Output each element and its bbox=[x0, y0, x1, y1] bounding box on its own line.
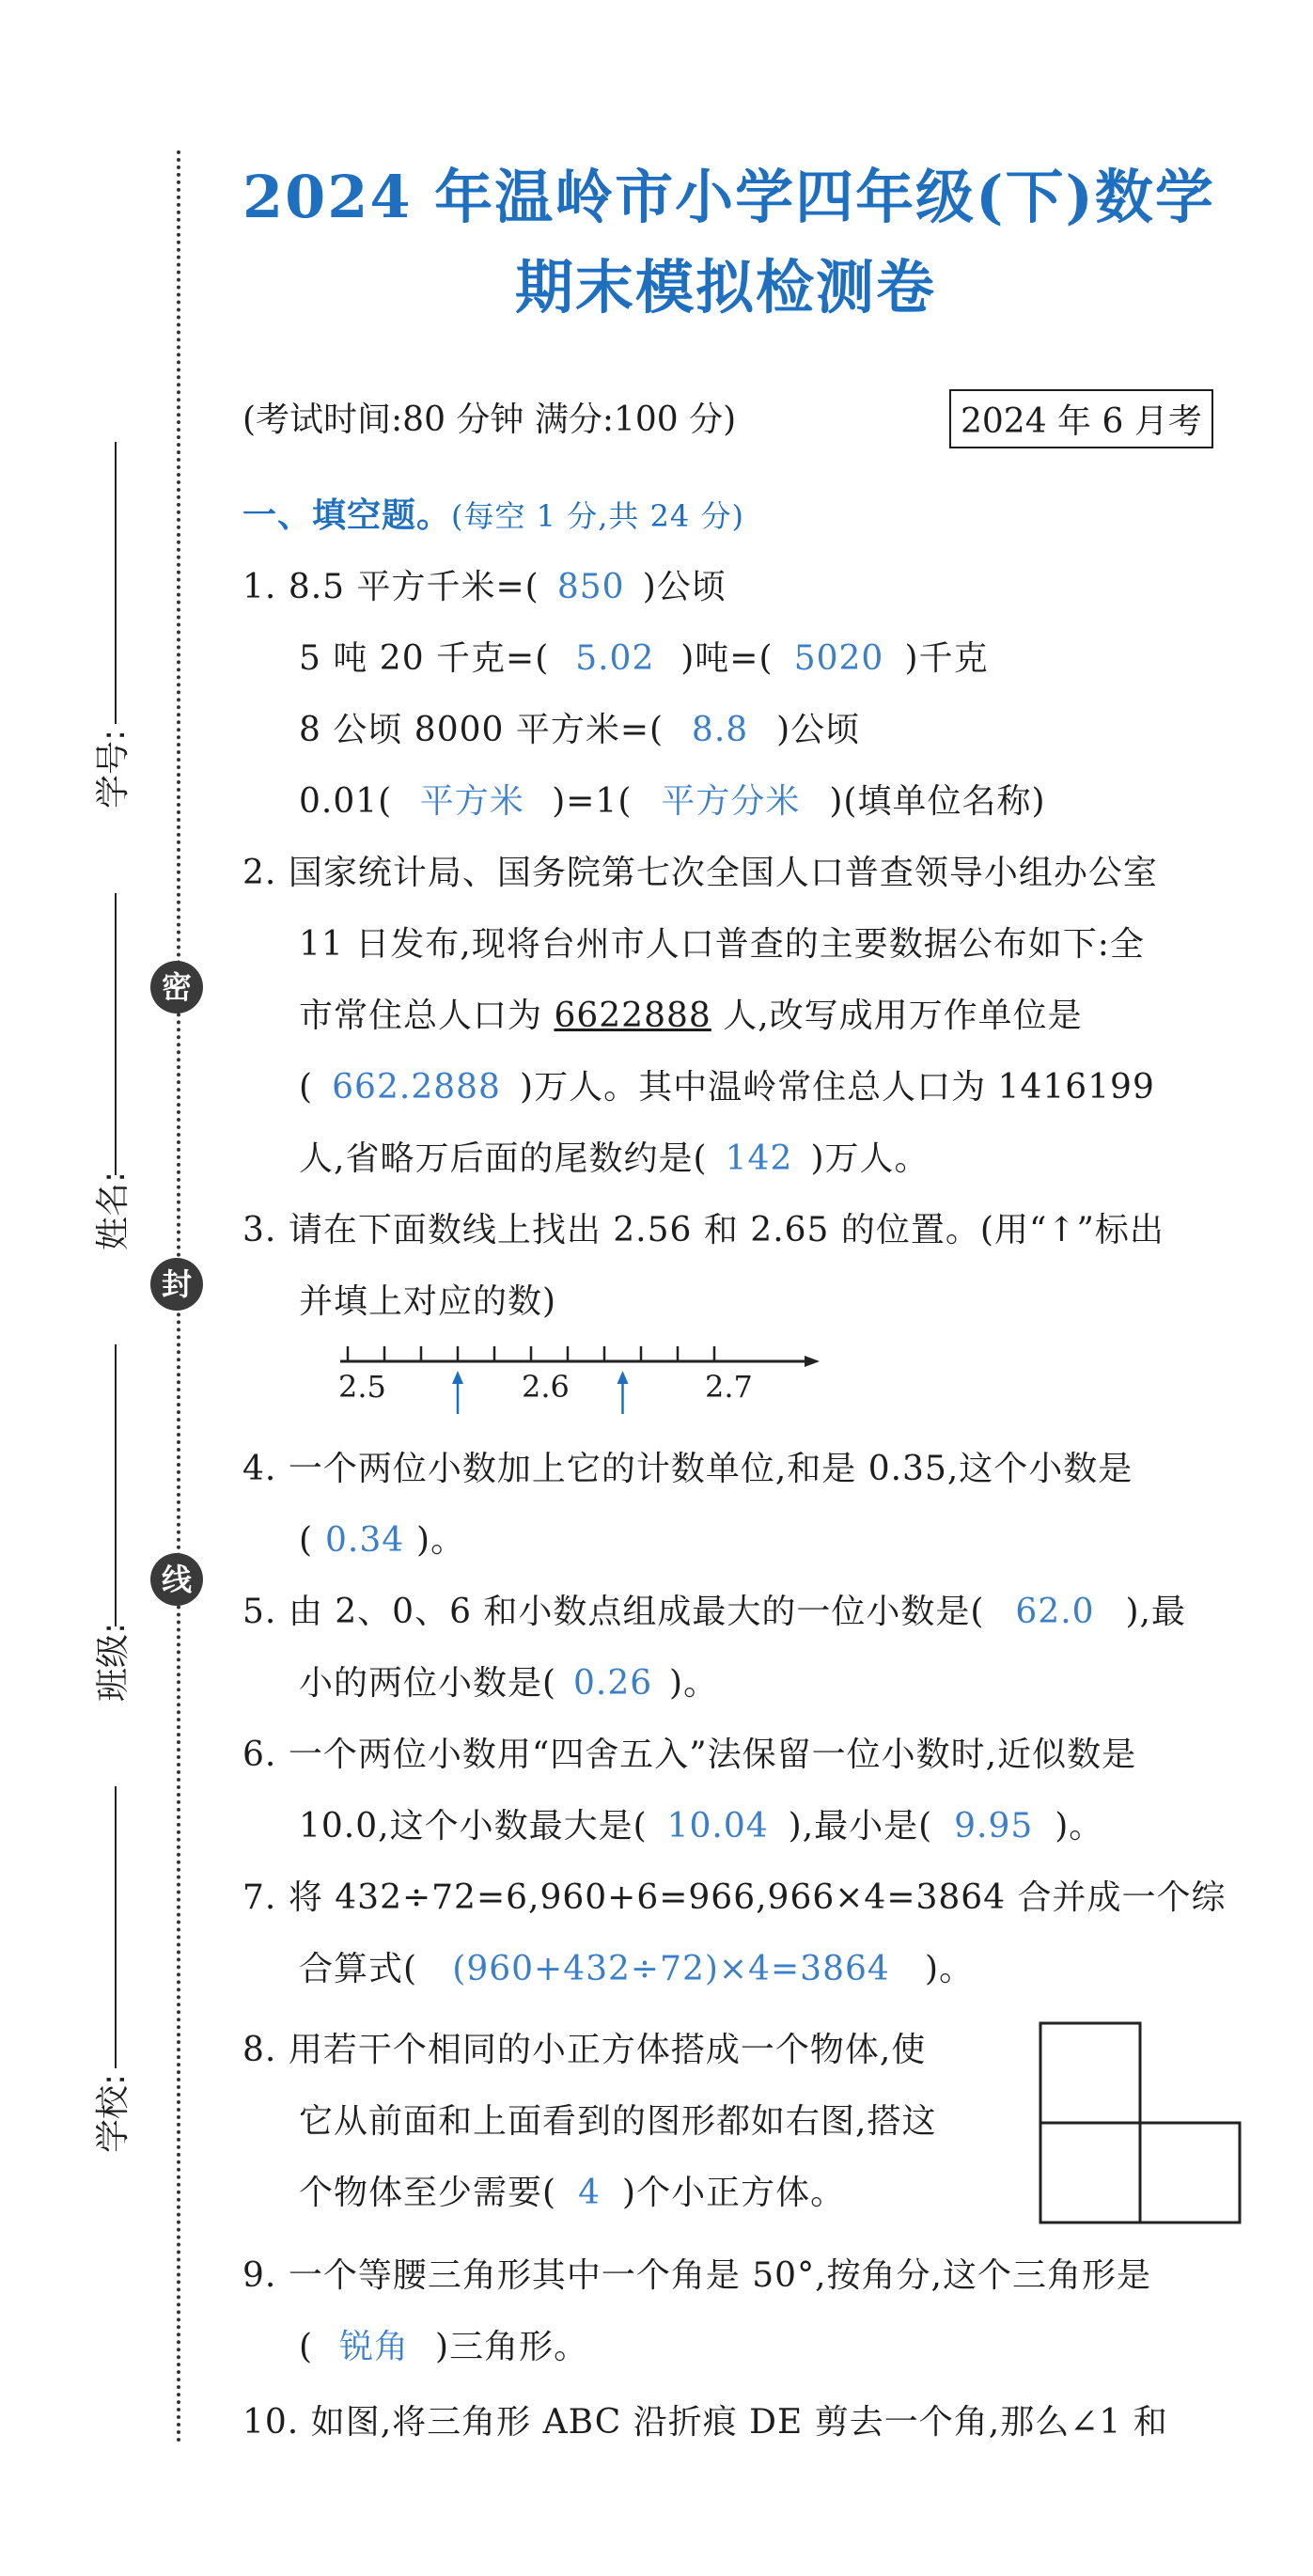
section-1-title: 一、填空题。 bbox=[242, 496, 452, 535]
q1-answer-2: 5.02 bbox=[575, 639, 655, 678]
q6-answer-1: 10.04 bbox=[666, 1807, 769, 1846]
q1-text: 8 公顷 8000 平方米=( bbox=[299, 711, 664, 749]
q6-text: 一个两位小数用“四舍五入”法保留一位小数时,近似数是 bbox=[288, 1736, 1137, 1774]
q8-text: )个小正方体。 bbox=[622, 2174, 846, 2212]
number-line-label: 2.7 bbox=[705, 1369, 753, 1405]
q1-text: 5 吨 20 千克=( bbox=[299, 639, 550, 678]
title-line-2: 期末模拟检测卷 bbox=[515, 253, 937, 322]
q2-text: )万人。其中温岭常住总人口为 1416199 bbox=[520, 1068, 1155, 1107]
q2-answer-1: 662.2888 bbox=[332, 1068, 501, 1107]
q7-text: 将 432÷72=6,960+6=966,966×4=3864 合并成一个综 bbox=[288, 1878, 1227, 1917]
q3-num: 3. bbox=[242, 1211, 277, 1249]
q1-text: )公顷 bbox=[776, 711, 861, 749]
q6-answer-2: 9.95 bbox=[954, 1807, 1034, 1846]
q8-line-3 bbox=[299, 2166, 845, 2214]
q1-text: )公顷 bbox=[642, 568, 727, 606]
q10-line-1 bbox=[242, 2395, 1168, 2443]
q9-line-2 bbox=[299, 2320, 588, 2368]
q2-answer-2: 142 bbox=[725, 1139, 793, 1178]
q1-answer-4: 8.8 bbox=[691, 711, 749, 749]
q8-answer: 4 bbox=[578, 2174, 601, 2212]
number-line-answer-arrowhead bbox=[452, 1371, 463, 1384]
q4-text: )。 bbox=[416, 1521, 466, 1560]
q1-answer-1: 850 bbox=[556, 568, 625, 606]
xuexiao-label: 学校: bbox=[94, 2073, 133, 2153]
xingming-line bbox=[115, 893, 117, 1175]
q4-answer: 0.34 bbox=[324, 1521, 405, 1560]
q5-answer-1: 62.0 bbox=[1015, 1593, 1095, 1631]
number-line-label: 2.6 bbox=[522, 1369, 570, 1405]
q1-line-2 bbox=[299, 632, 989, 680]
q1-num: 1. bbox=[242, 568, 277, 606]
q1-text: )=1( bbox=[552, 782, 633, 821]
seal-xian: 线 bbox=[150, 1553, 203, 1606]
q10-num: 10. bbox=[242, 2403, 300, 2442]
seal-feng: 封 bbox=[150, 1258, 203, 1311]
banji-line bbox=[115, 1344, 117, 1626]
q2-text: 人,省略万后面的尾数约是( bbox=[299, 1139, 708, 1178]
q9-answer: 锐角 bbox=[339, 2328, 410, 2366]
q9-text: 一个等腰三角形其中一个角是 50°,按角分,这个三角形是 bbox=[288, 2256, 1151, 2295]
banji-label: 班级: bbox=[94, 1622, 133, 1702]
q5-text: 由 2、0、6 和小数点组成最大的一位小数是( bbox=[288, 1593, 985, 1631]
exam-info: (考试时间:80 分钟 满分:100 分) bbox=[242, 401, 737, 439]
q2-line-2: 11 日发布,现将台州市人口普查的主要数据公布如下:全 bbox=[299, 925, 1145, 964]
q2-text: 国家统计局、国务院第七次全国人口普查领导小组办公室 bbox=[288, 854, 1158, 892]
q4-num: 4. bbox=[242, 1450, 277, 1488]
q7-answer: (960+432÷72)×4=3864 bbox=[452, 1950, 890, 1988]
q2-line-4 bbox=[299, 1060, 1155, 1108]
q8-square-bottom-right bbox=[1140, 2123, 1240, 2223]
q8-num: 8. bbox=[242, 2031, 277, 2069]
xingming-label: 姓名: bbox=[94, 1170, 133, 1250]
q8-line-2: 它从前面和上面看到的图形都如右图,搭这 bbox=[299, 2102, 937, 2141]
q8-text: 个物体至少需要( bbox=[299, 2174, 557, 2212]
q2-text: ( bbox=[299, 1068, 314, 1107]
q5-line-2 bbox=[299, 1657, 718, 1704]
q3-line-1 bbox=[242, 1203, 1165, 1251]
q1-line-3 bbox=[299, 703, 860, 751]
q6-num: 6. bbox=[242, 1736, 277, 1774]
q9-line-1 bbox=[242, 2249, 1151, 2297]
q4-text: ( bbox=[299, 1521, 314, 1560]
q2-text: 市常住总人口为 bbox=[299, 997, 555, 1035]
q1-text: )(填单位名称) bbox=[829, 782, 1046, 821]
q2-num: 2. bbox=[242, 854, 277, 892]
q2-text: 人,改写成用万作单位是 bbox=[711, 997, 1083, 1035]
q1-text: 8.5 平方千米=( bbox=[288, 568, 539, 606]
date-box: 2024 年 6 月考 bbox=[949, 389, 1213, 448]
q7-text: )。 bbox=[925, 1950, 975, 1988]
number-line bbox=[320, 1335, 1222, 1438]
q6-text: 10.0,这个小数最大是( bbox=[299, 1807, 648, 1846]
q1-text: )千克 bbox=[904, 639, 989, 678]
q7-line-2 bbox=[299, 1942, 974, 1990]
number-line-arrowhead bbox=[805, 1356, 820, 1367]
q4-line-1 bbox=[242, 1442, 1133, 1490]
q7-num: 7. bbox=[242, 1878, 277, 1917]
q5-line-1 bbox=[242, 1585, 1186, 1633]
q1-answer-3: 5020 bbox=[793, 639, 884, 678]
section-1-heading bbox=[242, 489, 744, 537]
q1-answer-6: 平方分米 bbox=[661, 782, 801, 821]
q8-square-top bbox=[1040, 2023, 1140, 2123]
q1-text: 0.01( bbox=[299, 782, 393, 821]
number-line-label: 2.5 bbox=[338, 1369, 386, 1405]
q2-text: )万人。 bbox=[810, 1139, 930, 1178]
q6-text: )。 bbox=[1055, 1807, 1104, 1846]
q6-line-1 bbox=[242, 1728, 1136, 1776]
q8-line-1 bbox=[242, 2023, 926, 2071]
q1-answer-5: 平方米 bbox=[419, 782, 524, 821]
q1-text: )吨=( bbox=[680, 639, 774, 678]
q9-text: )三角形。 bbox=[435, 2328, 589, 2366]
q2-line-5 bbox=[299, 1132, 930, 1180]
xuehao-label: 学号: bbox=[94, 729, 133, 809]
q8-cube-view-figure bbox=[1039, 2021, 1245, 2228]
xuexiao-line bbox=[115, 1786, 117, 2068]
q10-text: 如图,将三角形 ABC 沿折痕 DE 剪去一个角,那么∠1 和 bbox=[310, 2403, 1168, 2442]
q3-line-2: 并填上对应的数) bbox=[299, 1282, 557, 1321]
q9-text: ( bbox=[299, 2328, 314, 2366]
q4-line-2 bbox=[299, 1514, 465, 1562]
section-1-note: (每空 1 分,共 24 分) bbox=[451, 498, 744, 534]
q6-line-2 bbox=[299, 1799, 1103, 1847]
q9-num: 9. bbox=[242, 2256, 277, 2295]
q4-text: 一个两位小数加上它的计数单位,和是 0.35,这个小数是 bbox=[288, 1450, 1133, 1488]
q5-text: ),最 bbox=[1125, 1593, 1186, 1631]
number-line-answer-arrowhead bbox=[617, 1371, 629, 1384]
q8-square-bottom-left bbox=[1040, 2123, 1140, 2223]
q1-line-4 bbox=[299, 775, 1046, 823]
xuehao-line bbox=[115, 442, 117, 724]
q3-text: 请在下面数线上找出 2.56 和 2.65 的位置。(用“↑”标出 bbox=[288, 1211, 1165, 1249]
q1-line-1 bbox=[242, 560, 727, 608]
q2-line-1 bbox=[242, 846, 1158, 894]
q6-text: ),最小是( bbox=[788, 1807, 933, 1846]
q7-text: 合算式( bbox=[299, 1950, 418, 1988]
q5-num: 5. bbox=[242, 1593, 277, 1631]
q7-line-1 bbox=[242, 1871, 1227, 1919]
q5-text: )。 bbox=[669, 1664, 719, 1703]
title-line-1: 2024 年温岭市小学四年级(下)数学 bbox=[242, 163, 1215, 231]
seal-mi: 密 bbox=[150, 961, 203, 1013]
q8-text: 用若干个相同的小正方体搭成一个物体,使 bbox=[288, 2031, 927, 2069]
q2-line-3 bbox=[299, 989, 1083, 1037]
q2-population-number: 6622888 bbox=[554, 997, 711, 1035]
q5-text: 小的两位小数是( bbox=[299, 1664, 557, 1703]
q5-answer-2: 0.26 bbox=[572, 1664, 653, 1703]
